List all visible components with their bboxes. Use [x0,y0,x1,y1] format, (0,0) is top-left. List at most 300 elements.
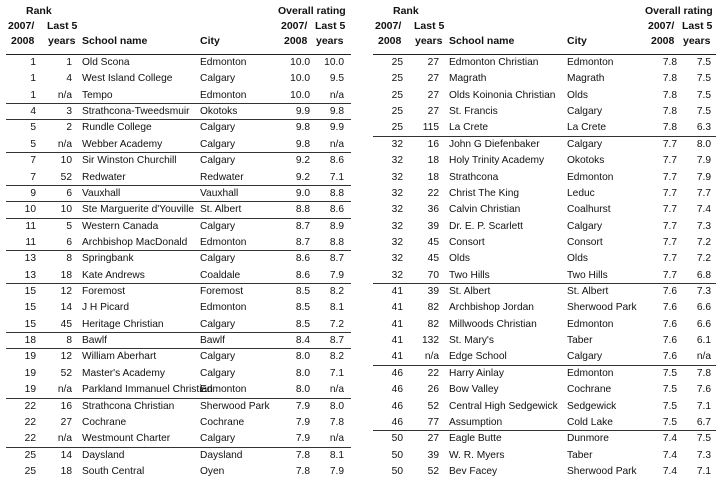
cell-school-name: W. R. Myers [449,449,505,461]
cell-rank: 32 [391,220,403,232]
cell-rank: 25 [391,106,403,118]
cell-rating-last-5: 6.6 [696,302,711,314]
cell-rating: 8.5 [295,302,310,314]
cell-school-name: West Island College [82,73,173,85]
cell-rating-last-5: 7.9 [696,171,711,183]
cell-city: Oyen [200,465,225,477]
cell-city: Sherwood Park [567,302,637,314]
cell-rating: 7.7 [662,269,677,281]
cell-rating-last-5: 6.8 [696,269,711,281]
cell-rank: 25 [391,73,403,85]
cell-rating: 7.4 [662,465,677,477]
cell-city: Taber [567,335,593,347]
cell-rank: 25 [24,449,36,461]
header-years: years [415,35,443,47]
cell-rating-last-5: 8.6 [329,204,344,216]
table-row [373,382,716,398]
cell-school-name: Dr. E. P. Scarlett [449,220,523,232]
cell-rank: 46 [391,367,403,379]
cell-city: Okotoks [567,155,605,167]
cell-last-5: 12 [60,351,72,363]
cell-school-name: Kate Andrews [82,269,145,281]
cell-city: Okotoks [200,106,238,118]
cell-rank: 11 [25,220,36,232]
table-row [6,170,351,186]
cell-rating: 7.9 [295,416,310,428]
cell-rating-last-5: 9.9 [329,122,344,134]
cell-school-name: Archbishop MacDonald [82,236,188,248]
cell-rating: 7.5 [662,367,677,379]
cell-last-5: 27 [427,73,439,85]
cell-rank: 32 [391,204,403,216]
table-body [6,55,351,480]
cell-rating-last-5: 8.7 [329,253,344,265]
cell-school-name: Redwater [82,171,126,183]
cell-rank: 41 [391,335,403,347]
cell-school-name: Westmount Charter [82,433,171,445]
cell-rating-last-5: 7.4 [696,204,711,216]
cell-rating-last-5: 8.1 [329,449,344,461]
cell-school-name: St. Francis [449,106,498,118]
cell-rank: 50 [391,433,403,445]
header-rating-year-2008: 2008 [651,35,675,47]
cell-rating: 7.6 [662,302,677,314]
cell-last-5: 45 [427,253,439,265]
cell-rating-last-5: 9.5 [329,73,344,85]
cell-rating: 8.0 [295,367,310,379]
cell-school-name: Sir Winston Churchill [82,155,177,167]
cell-school-name: Webber Academy [82,138,163,150]
cell-city: Calgary [200,73,236,85]
cell-last-5: n/a [57,138,72,150]
cell-last-5: 52 [60,171,72,183]
cell-city: La Crete [567,122,607,134]
table-row [373,120,716,136]
cell-school-name: Central High Sedgewick [449,400,558,412]
table-row [373,55,716,71]
cell-city: Cochrane [567,384,612,396]
cell-rating: 8.4 [295,335,310,347]
cell-school-name: John G Diefenbaker [449,138,540,150]
cell-rating-last-5: 7.6 [696,384,711,396]
cell-last-5: n/a [57,433,72,445]
cell-rating-last-5: n/a [329,384,344,396]
table-row [373,71,716,87]
header-rank: Rank [393,5,419,17]
header-year-2008: 2008 [11,35,35,47]
table-row [6,284,351,300]
table-row [6,349,351,365]
cell-last-5: 36 [427,204,439,216]
cell-rank: 41 [391,318,403,330]
cell-rank: 7 [30,171,36,183]
cell-city: Olds [567,89,588,101]
table-row [6,268,351,284]
header-last-5: Last 5 [414,20,445,32]
cell-last-5: 14 [60,302,72,314]
cell-rating: 7.7 [662,220,677,232]
cell-city: Magrath [567,73,605,85]
cell-last-5: 18 [427,155,439,167]
cell-last-5: 39 [427,220,439,232]
cell-last-5: 27 [427,89,439,101]
cell-rank: 46 [391,400,403,412]
cell-city: Two Hills [567,269,608,281]
cell-rating-last-5: 8.0 [696,138,711,150]
table-header [373,0,716,55]
cell-school-name: Tempo [82,89,113,101]
table-row [6,300,351,316]
cell-last-5: 70 [427,269,439,281]
cell-city: Calgary [200,122,236,134]
table-row [373,300,716,316]
ranking-table-right [373,0,716,480]
cell-city: Calgary [200,318,236,330]
cell-city: Cochrane [200,416,245,428]
cell-rating-last-5: 8.9 [329,220,344,232]
cell-rating-last-5: 8.0 [329,400,344,412]
cell-rank: 5 [30,138,36,150]
cell-last-5: 18 [60,465,72,477]
table-row [373,448,716,464]
cell-last-5: 8 [66,335,72,347]
cell-rank: 10 [24,204,36,216]
cell-rating: 9.8 [295,138,310,150]
cell-rank: 15 [24,318,36,330]
cell-school-name: Foremost [82,286,126,298]
cell-school-name: Strathcona-Tweedsmuir [82,106,190,118]
header-rating-year-2007: 2007/ [281,20,308,32]
cell-rating: 7.8 [662,57,677,68]
cell-city: Edmonton [567,171,614,183]
cell-last-5: 16 [60,400,72,412]
table-row [6,464,351,480]
cell-city: Calgary [567,106,603,118]
cell-city: Edmonton [567,57,614,68]
cell-school-name: J H Picard [82,302,129,314]
cell-school-name: Springbank [82,253,134,265]
cell-city: Edmonton [200,236,247,248]
cell-rank: 1 [30,73,36,85]
cell-school-name: Eagle Butte [449,433,502,445]
cell-city: Edmonton [200,302,247,314]
cell-rating-last-5: 10.0 [324,57,344,68]
cell-rating: 7.8 [662,73,677,85]
cell-rating-last-5: 6.6 [696,318,711,330]
cell-school-name: Magrath [449,73,487,85]
cell-rating: 8.6 [295,269,310,281]
table-row [373,153,716,169]
cell-city: St. Albert [200,204,242,216]
cell-rating: 7.7 [662,236,677,248]
cell-rating-last-5: n/a [329,433,344,445]
cell-school-name: Vauxhall [82,187,121,199]
cell-rating-last-5: 7.1 [329,367,344,379]
header-school-name: School name [449,35,515,47]
cell-rank: 46 [391,416,403,428]
cell-rating: 7.8 [295,465,310,477]
cell-last-5: 27 [60,416,72,428]
cell-last-5: 52 [427,400,439,412]
cell-rank: 15 [24,286,36,298]
cell-rating: 10.0 [290,73,310,85]
cell-school-name: Rundle College [82,122,152,134]
table-body [373,55,716,480]
cell-city: Sherwood Park [567,465,637,477]
cell-rank: 4 [30,106,36,118]
cell-rating: 9.9 [295,106,310,118]
cell-rank: 32 [391,253,403,265]
header-city: City [200,35,220,47]
cell-last-5: 18 [60,269,72,281]
cell-rating-last-5: n/a [329,138,344,150]
table-row [6,219,351,235]
cell-rank: 9 [30,187,36,199]
cell-rating: 7.6 [662,335,677,347]
cell-rank: 19 [24,351,36,363]
cell-rating: 7.7 [662,171,677,183]
table-row [373,268,716,284]
cell-rating: 8.5 [295,318,310,330]
table-row [373,464,716,480]
cell-city: Dunmore [567,433,609,445]
header-last-5: Last 5 [47,20,78,32]
cell-rating: 9.0 [295,187,310,199]
cell-rating-last-5: 7.3 [696,449,711,461]
cell-rank: 19 [24,367,36,379]
cell-rating: 7.8 [662,122,677,134]
header-years: years [48,35,76,47]
cell-rank: 25 [391,89,403,101]
cell-rating: 8.0 [295,384,310,396]
cell-rank: 46 [391,384,403,396]
cell-school-name: Parkland Immanuel Christian [82,384,213,396]
table-row [373,88,716,104]
cell-city: Sherwood Park [200,400,270,412]
cell-rating: 7.7 [662,187,677,199]
cell-rating: 7.7 [662,253,677,265]
cell-rating: 7.5 [662,416,677,428]
cell-last-5: 2 [66,122,72,134]
cell-rating: 9.2 [295,171,310,183]
cell-last-5: 52 [60,367,72,379]
table-row [373,349,716,365]
table-row [373,284,716,300]
cell-city: Taber [567,449,593,461]
cell-city: Calgary [200,155,236,167]
cell-rank: 18 [24,335,36,347]
header-rank: Rank [26,5,52,17]
cell-city: Calgary [200,220,236,232]
cell-rating-last-5: 7.9 [696,155,711,167]
cell-school-name: Holy Trinity Academy [449,155,545,167]
cell-last-5: 10 [60,204,72,216]
table-row [373,235,716,251]
cell-city: Edmonton [200,57,247,68]
cell-last-5: 27 [427,57,439,68]
cell-school-name: Consort [449,236,485,248]
cell-rating: 10.0 [290,89,310,101]
cell-rank: 19 [24,384,36,396]
cell-rating: 8.0 [295,351,310,363]
header-overall-rating: Overall rating [278,5,346,17]
table-row [373,317,716,333]
cell-rating: 7.4 [662,433,677,445]
cell-rating: 7.6 [662,351,677,363]
cell-school-name: Olds [449,253,470,265]
cell-rank: 32 [391,138,403,150]
cell-city: St. Albert [567,286,609,298]
cell-last-5: 22 [427,367,439,379]
table-row [6,317,351,333]
table-row [6,55,351,71]
cell-rating: 7.8 [295,449,310,461]
cell-rating-last-5: 8.2 [329,351,344,363]
cell-rating-last-5: 8.8 [329,187,344,199]
table-row [373,137,716,153]
table-row [6,431,351,447]
cell-rank: 25 [24,465,36,477]
cell-rating-last-5: 8.2 [329,286,344,298]
cell-rating: 8.6 [295,253,310,265]
cell-city: Coaldale [200,269,241,281]
cell-rating: 8.7 [295,220,310,232]
cell-city: Edmonton [567,318,614,330]
cell-city: Redwater [200,171,244,183]
cell-school-name: Master's Academy [82,367,165,379]
cell-rating-last-5: 7.5 [696,106,711,118]
cell-school-name: Old Scona [82,57,130,68]
cell-rank: 41 [391,286,403,298]
header-year-2008: 2008 [378,35,402,47]
cell-last-5: 45 [427,236,439,248]
cell-school-name: Assumption [449,416,503,428]
table-row [373,415,716,431]
cell-school-name: Calvin Christian [449,204,521,216]
cell-rating-last-5: 7.5 [696,89,711,101]
table-header [6,0,351,55]
cell-rating-last-5: n/a [329,89,344,101]
cell-rating-last-5: 7.7 [696,187,711,199]
cell-last-5: 45 [60,318,72,330]
cell-last-5: 115 [422,122,439,134]
cell-rank: 25 [391,57,403,68]
cell-school-name: Strathcona Christian [82,400,175,412]
table-row [6,382,351,398]
cell-rating: 7.5 [662,384,677,396]
table-row [6,88,351,104]
cell-last-5: 5 [66,220,72,232]
cell-school-name: Cochrane [82,416,127,428]
cell-rank: 22 [24,400,36,412]
table-row [6,399,351,415]
cell-rank: 32 [391,155,403,167]
header-rating-year-2008: 2008 [284,35,308,47]
cell-last-5: 39 [427,449,439,461]
cell-rating-last-5: 8.6 [329,155,344,167]
table-row [6,120,351,136]
cell-rating-last-5: 6.7 [696,416,711,428]
cell-rating-last-5: 7.2 [696,236,711,248]
cell-rating: 7.7 [662,204,677,216]
table-row [373,333,716,349]
cell-rating-last-5: 7.5 [696,433,711,445]
cell-city: Foremost [200,286,244,298]
cell-last-5: 82 [427,318,439,330]
cell-rating-last-5: 7.9 [329,465,344,477]
cell-last-5: 22 [427,187,439,199]
cell-city: Calgary [200,253,236,265]
cell-city: Edmonton [200,89,247,101]
cell-last-5: 10 [60,155,72,167]
cell-school-name: Western Canada [82,220,159,232]
cell-last-5: 8 [66,253,72,265]
cell-city: Edmonton [567,367,614,379]
table-row [6,71,351,87]
table-row [373,219,716,235]
cell-rating: 7.6 [662,318,677,330]
header-overall-rating: Overall rating [645,5,713,17]
cell-school-name: Ste Marguerite d'Youville [82,204,194,216]
cell-rating: 8.5 [295,286,310,298]
cell-last-5: 77 [427,416,439,428]
cell-city: Bawlf [200,335,225,347]
header-rating-last-5: Last 5 [682,20,713,32]
header-city: City [567,35,587,47]
cell-rating: 9.8 [295,122,310,134]
cell-city: Edmonton [200,384,247,396]
cell-last-5: n/a [424,351,439,363]
cell-school-name: Bawlf [82,335,107,347]
table-row [6,153,351,169]
cell-city: Calgary [200,367,236,379]
cell-rank: 50 [391,449,403,461]
table-row [6,415,351,431]
cell-school-name: Bev Facey [449,465,498,477]
cell-last-5: 18 [427,171,439,183]
cell-last-5: 82 [427,302,439,314]
cell-rank: 32 [391,236,403,248]
cell-school-name: Daysland [82,449,125,461]
cell-rating-last-5: 6.3 [696,122,711,134]
cell-rating-last-5: 6.1 [696,335,711,347]
cell-rating-last-5: 8.7 [329,335,344,347]
cell-last-5: n/a [57,384,72,396]
table-row [6,366,351,382]
table-row [6,448,351,464]
header-rating-years: years [316,35,344,47]
cell-school-name: Olds Koinonia Christian [449,89,556,101]
table-row [373,202,716,218]
cell-rating-last-5: n/a [696,351,711,363]
cell-rank: 7 [30,155,36,167]
header-rating-year-2007: 2007/ [648,20,675,32]
table-row [6,333,351,349]
cell-school-name: Strathcona [449,171,499,183]
cell-rank: 22 [24,433,36,445]
cell-rating-last-5: 7.8 [696,367,711,379]
header-year-2007: 2007/ [8,20,35,32]
cell-school-name: St. Mary's [449,335,494,347]
cell-rank: 13 [24,269,36,281]
cell-rating-last-5: 7.5 [696,73,711,85]
cell-rating-last-5: 7.5 [696,57,711,68]
cell-rank: 22 [24,416,36,428]
cell-school-name: Edge School [449,351,507,363]
header-year-2007: 2007/ [375,20,402,32]
cell-rating: 7.5 [662,400,677,412]
cell-last-5: 16 [427,138,439,150]
